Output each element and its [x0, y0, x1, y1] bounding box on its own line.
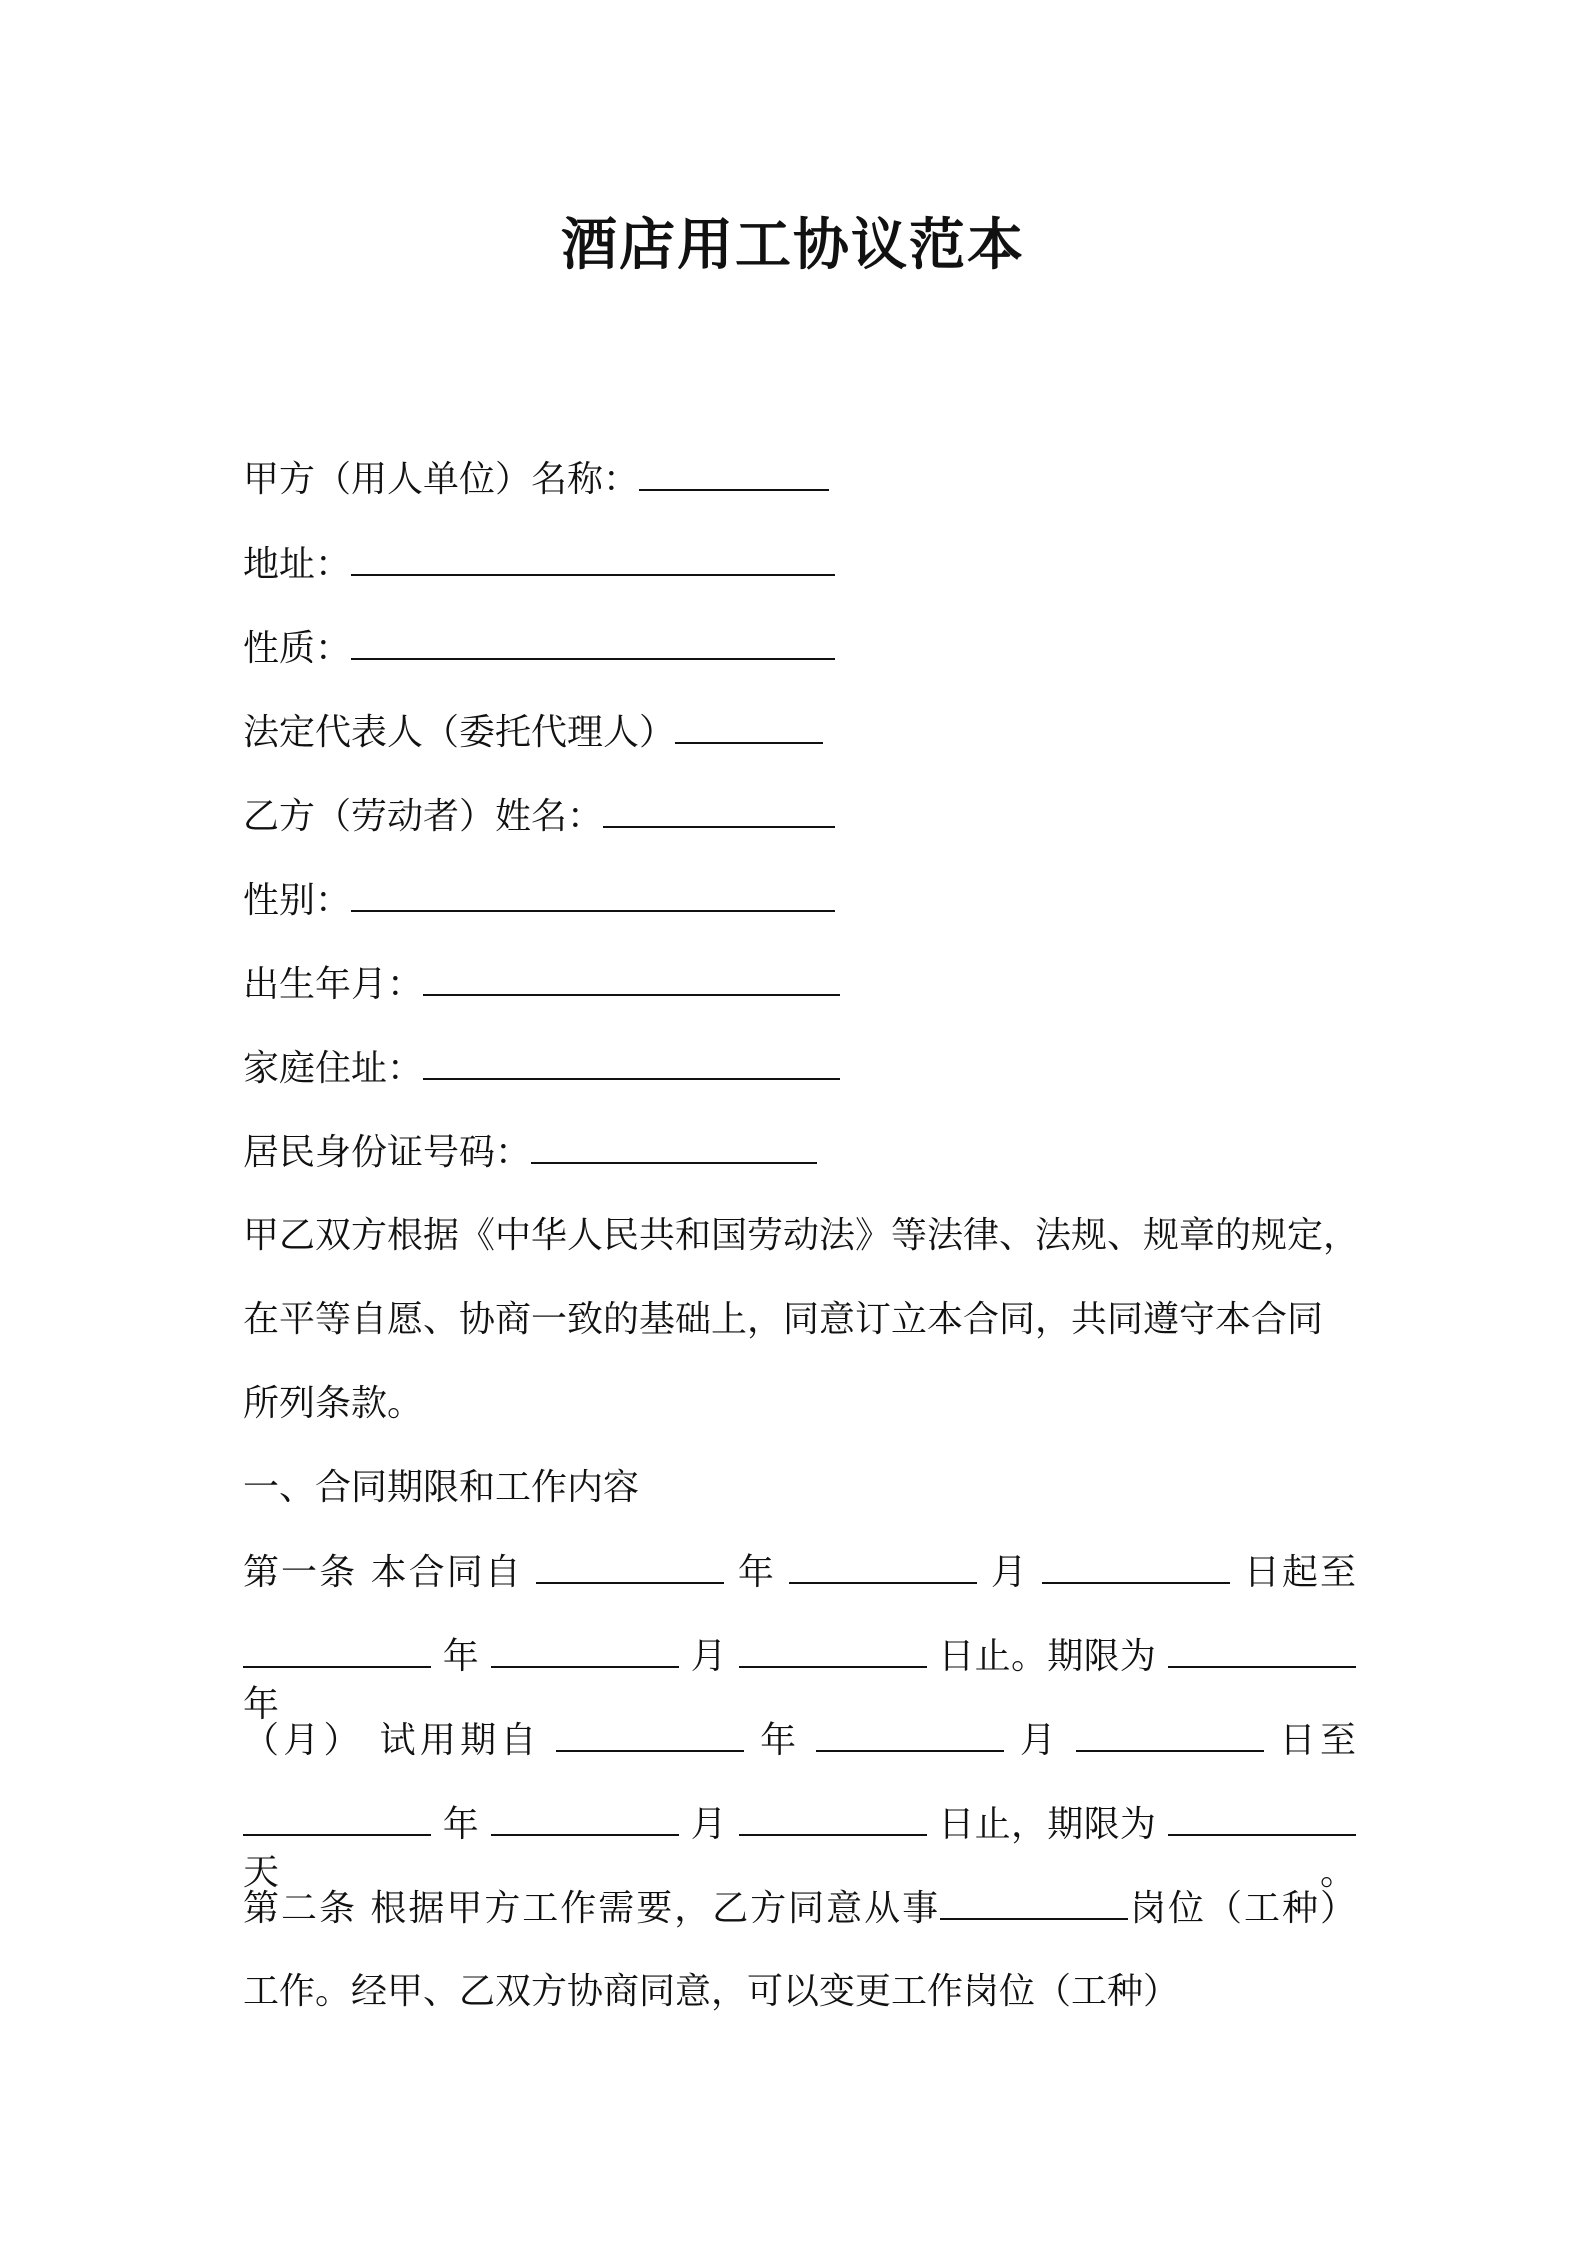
field-label: 性质：	[243, 628, 352, 669]
fill-blank[interactable]	[739, 1800, 927, 1836]
party-a-name-field	[243, 455, 829, 504]
fill-blank[interactable]	[491, 1800, 679, 1836]
article-1-line-3	[243, 1716, 1356, 1765]
home-address-field	[243, 1044, 840, 1093]
fill-blank[interactable]	[351, 876, 835, 912]
gender-field	[243, 876, 835, 925]
article-text: （月）	[243, 1720, 364, 1761]
fill-blank[interactable]	[816, 1716, 1004, 1752]
article-1-line-2	[243, 1632, 1356, 1729]
fill-blank[interactable]	[491, 1632, 679, 1668]
article-text: 本合同自	[370, 1552, 523, 1593]
party-b-name-field	[243, 792, 835, 841]
field-label: 法定代表人（委托代理人）	[243, 712, 676, 753]
article-text: 根据甲方工作需要，乙方同意从事	[370, 1888, 941, 1929]
fill-blank[interactable]	[423, 960, 840, 996]
fill-blank[interactable]	[423, 1044, 840, 1080]
field-label: 甲方（用人单位）名称：	[243, 459, 640, 500]
fill-blank[interactable]	[351, 624, 835, 660]
fill-blank[interactable]	[739, 1632, 927, 1668]
field-label: 地址：	[243, 544, 352, 585]
field-label: 居民身份证号码：	[243, 1132, 532, 1173]
fill-blank[interactable]	[531, 1128, 817, 1164]
article-text: 日至	[1279, 1720, 1356, 1761]
article-text: 试用期自	[379, 1720, 541, 1761]
article-text: 岗位（工种）	[1128, 1888, 1356, 1929]
month-label: 月	[1019, 1720, 1061, 1761]
day-label: 日起至	[1243, 1552, 1356, 1593]
article-2-line-1	[243, 1884, 1356, 1933]
field-label: 出生年月：	[243, 964, 424, 1005]
field-label: 家庭住址：	[243, 1048, 424, 1089]
article-text: 日止。期限为	[938, 1636, 1157, 1677]
fill-blank[interactable]	[243, 1632, 431, 1668]
section-heading: 一、合同期限和工作内容	[243, 1467, 640, 1508]
fill-blank[interactable]	[603, 792, 835, 828]
article-label: 第一条	[243, 1552, 358, 1593]
month-label: 月	[690, 1804, 727, 1845]
article-label: 第二条	[243, 1888, 357, 1929]
article-1-line-1	[243, 1548, 1356, 1597]
preamble-line-2: 在平等自愿、协商一致的基础上，同意订立本合同，共同遵守本合同	[243, 1299, 1324, 1340]
article-text: 日止，期限为	[938, 1804, 1157, 1845]
legal-representative-field	[243, 708, 823, 757]
birth-date-field	[243, 960, 840, 1009]
nature-field	[243, 624, 835, 673]
fill-blank[interactable]	[243, 1800, 431, 1836]
fill-blank[interactable]	[639, 455, 829, 491]
address-field	[243, 540, 835, 589]
fill-blank[interactable]	[556, 1716, 744, 1752]
document-title: 酒店用工协议范本	[561, 213, 1025, 278]
id-number-field	[243, 1128, 817, 1177]
fill-blank[interactable]	[351, 540, 835, 576]
fill-blank[interactable]	[789, 1548, 977, 1584]
article-2-line-2: 工作。经甲、乙双方协商同意，可以变更工作岗位（工种）	[243, 1971, 1180, 2012]
fill-blank[interactable]	[675, 708, 823, 744]
year-label: 年	[243, 1684, 280, 1725]
fill-blank[interactable]	[940, 1884, 1128, 1920]
fill-blank[interactable]	[536, 1548, 724, 1584]
fill-blank[interactable]	[1076, 1716, 1264, 1752]
fill-blank[interactable]	[1042, 1548, 1230, 1584]
fill-blank[interactable]	[1168, 1632, 1356, 1668]
field-label: 乙方（劳动者）姓名：	[243, 796, 604, 837]
preamble-line-1: 甲乙双方根据《中华人民共和国劳动法》等法律、法规、规章的规定，	[243, 1215, 1360, 1256]
year-label: 年	[442, 1636, 480, 1677]
field-label: 性别：	[243, 880, 352, 921]
year-label: 年	[760, 1720, 801, 1761]
article-text: 天。	[243, 1852, 1356, 1893]
year-label: 年	[737, 1552, 776, 1593]
article-1-line-4	[243, 1800, 1356, 1897]
preamble-line-3: 所列条款。	[243, 1383, 424, 1424]
fill-blank[interactable]	[1168, 1800, 1356, 1836]
month-label: 月	[990, 1552, 1029, 1593]
year-label: 年	[442, 1804, 480, 1845]
month-label: 月	[690, 1636, 727, 1677]
